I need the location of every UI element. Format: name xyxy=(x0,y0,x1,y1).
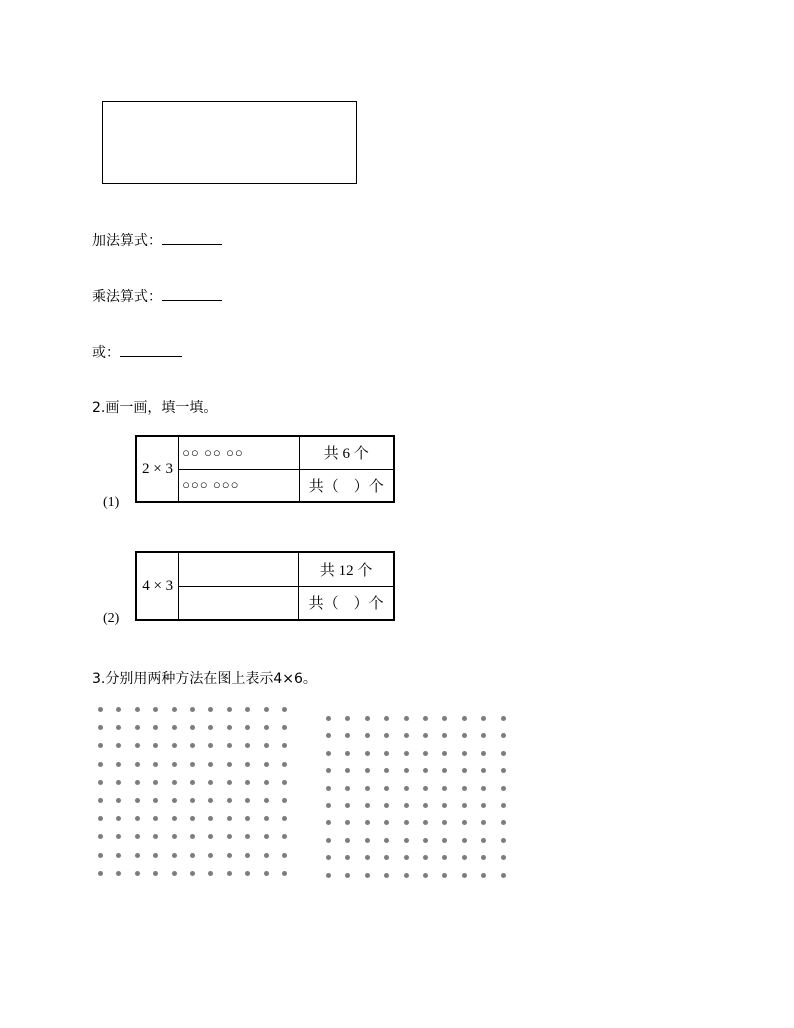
grid-dot xyxy=(404,751,409,756)
grid-dot xyxy=(264,853,269,858)
grid-dot xyxy=(116,780,121,785)
grid-dot xyxy=(384,855,389,860)
grid-dot xyxy=(190,816,195,821)
grid-dot xyxy=(345,786,350,791)
grid-dot xyxy=(172,762,177,767)
grid-dot xyxy=(264,725,269,730)
grid-dot xyxy=(245,853,250,858)
grid-dot xyxy=(501,751,506,756)
grid-dot xyxy=(384,786,389,791)
grid-dot xyxy=(227,743,232,748)
grid-dot xyxy=(442,786,447,791)
grid-dot xyxy=(282,853,287,858)
addition-blank[interactable] xyxy=(162,232,222,245)
grid-dot xyxy=(442,873,447,878)
grid-dot xyxy=(208,853,213,858)
addition-label: 加法算式： xyxy=(92,233,162,249)
grid-dot xyxy=(153,834,158,839)
grid-dot xyxy=(384,838,389,843)
grid-dot xyxy=(245,816,250,821)
grid-dot xyxy=(190,707,195,712)
grid-dot xyxy=(98,707,103,712)
part2-table xyxy=(135,551,395,621)
grid-dot xyxy=(135,834,140,839)
grid-dot xyxy=(365,820,370,825)
grid-dot xyxy=(135,707,140,712)
grid-dot xyxy=(462,768,467,773)
grid-dot xyxy=(404,873,409,878)
grid-dot xyxy=(423,751,428,756)
grid-dot xyxy=(501,768,506,773)
grid-dot xyxy=(245,707,250,712)
grid-dot xyxy=(442,733,447,738)
grid-dot xyxy=(462,855,467,860)
grid-dot xyxy=(326,716,331,721)
grid-dot xyxy=(190,834,195,839)
grid-dot xyxy=(501,873,506,878)
grid-dot xyxy=(172,780,177,785)
grid-dot xyxy=(365,803,370,808)
grid-dot xyxy=(98,798,103,803)
grid-dot xyxy=(462,733,467,738)
part2-row2-draw-cell[interactable] xyxy=(179,586,299,620)
grid-dot xyxy=(98,780,103,785)
or-label: 或： xyxy=(92,345,120,361)
grid-dot xyxy=(135,816,140,821)
grid-dot xyxy=(190,798,195,803)
grid-dot xyxy=(501,803,506,808)
grid-dot xyxy=(208,798,213,803)
grid-dot xyxy=(227,725,232,730)
grid-dot xyxy=(462,716,467,721)
multiplication-label: 乘法算式： xyxy=(92,289,162,305)
grid-dot xyxy=(264,707,269,712)
grid-dot xyxy=(481,873,486,878)
grid-dot xyxy=(404,838,409,843)
grid-dot xyxy=(245,871,250,876)
grid-dot xyxy=(326,838,331,843)
part1-expression: 2 × 3 xyxy=(136,436,179,502)
grid-dot xyxy=(326,820,331,825)
grid-dot xyxy=(384,873,389,878)
grid-dot xyxy=(423,733,428,738)
or-blank[interactable] xyxy=(120,344,182,357)
drawing-box[interactable] xyxy=(102,101,357,184)
grid-dot xyxy=(172,834,177,839)
grid-dot xyxy=(365,855,370,860)
grid-dot xyxy=(190,762,195,767)
grid-dot xyxy=(326,803,331,808)
grid-dot xyxy=(404,820,409,825)
grid-dot xyxy=(326,873,331,878)
dot-grid-left[interactable] xyxy=(98,707,300,889)
grid-dot xyxy=(98,871,103,876)
grid-dot xyxy=(116,853,121,858)
grid-dot xyxy=(208,707,213,712)
grid-dot xyxy=(245,834,250,839)
grid-dot xyxy=(153,725,158,730)
grid-dot xyxy=(135,798,140,803)
grid-dot xyxy=(462,820,467,825)
grid-dot xyxy=(264,816,269,821)
part1-row1-total: 共 6 个 xyxy=(299,436,394,469)
grid-dot xyxy=(282,816,287,821)
multiplication-blank[interactable] xyxy=(162,288,222,301)
grid-dot xyxy=(442,716,447,721)
grid-dot xyxy=(264,743,269,748)
grid-dot xyxy=(153,762,158,767)
grid-dot xyxy=(190,743,195,748)
grid-dot xyxy=(365,716,370,721)
grid-dot xyxy=(135,725,140,730)
grid-dot xyxy=(282,725,287,730)
grid-dot xyxy=(227,707,232,712)
grid-dot xyxy=(481,803,486,808)
grid-dot xyxy=(98,834,103,839)
grid-dot xyxy=(135,762,140,767)
grid-dot xyxy=(264,780,269,785)
grid-dot xyxy=(345,716,350,721)
grid-dot xyxy=(345,733,350,738)
grid-dot xyxy=(190,725,195,730)
grid-dot xyxy=(245,798,250,803)
grid-dot xyxy=(227,780,232,785)
grid-dot xyxy=(190,871,195,876)
grid-dot xyxy=(345,873,350,878)
grid-dot xyxy=(404,733,409,738)
part2-row2-total[interactable]: 共（ ）个 xyxy=(299,586,394,620)
grid-dot xyxy=(135,853,140,858)
grid-dot xyxy=(501,786,506,791)
grid-dot xyxy=(423,786,428,791)
grid-dot xyxy=(153,743,158,748)
grid-dot xyxy=(462,786,467,791)
grid-dot xyxy=(208,725,213,730)
grid-dot xyxy=(116,762,121,767)
part2-row1-total: 共 12 个 xyxy=(299,552,394,586)
grid-dot xyxy=(442,855,447,860)
grid-dot xyxy=(481,751,486,756)
grid-dot xyxy=(442,768,447,773)
grid-dot xyxy=(481,733,486,738)
grid-dot xyxy=(282,834,287,839)
grid-dot xyxy=(326,751,331,756)
grid-dot xyxy=(153,798,158,803)
grid-dot xyxy=(227,762,232,767)
multiplication-row xyxy=(92,286,222,306)
grid-dot xyxy=(208,871,213,876)
grid-dot xyxy=(245,743,250,748)
grid-dot xyxy=(462,873,467,878)
grid-dot xyxy=(227,834,232,839)
grid-dot xyxy=(423,803,428,808)
part1-row2-circles: ○○○ ○○○ xyxy=(179,469,299,502)
part1-table xyxy=(135,435,395,503)
part1-row2-total[interactable]: 共（ ）个 xyxy=(299,469,394,502)
grid-dot xyxy=(365,751,370,756)
grid-dot xyxy=(365,733,370,738)
grid-dot xyxy=(326,855,331,860)
grid-dot xyxy=(264,798,269,803)
grid-dot xyxy=(423,838,428,843)
grid-dot xyxy=(98,725,103,730)
grid-dot xyxy=(501,733,506,738)
grid-dot xyxy=(501,820,506,825)
grid-dot xyxy=(345,838,350,843)
grid-dot xyxy=(423,820,428,825)
addition-row xyxy=(92,230,222,250)
grid-dot xyxy=(282,871,287,876)
grid-dot xyxy=(365,768,370,773)
grid-dot xyxy=(365,873,370,878)
grid-dot xyxy=(153,871,158,876)
grid-dot xyxy=(462,751,467,756)
grid-dot xyxy=(404,803,409,808)
grid-dot xyxy=(245,762,250,767)
grid-dot xyxy=(153,853,158,858)
grid-dot xyxy=(365,838,370,843)
grid-dot xyxy=(442,838,447,843)
grid-dot xyxy=(481,768,486,773)
grid-dot xyxy=(481,716,486,721)
grid-dot xyxy=(345,768,350,773)
grid-dot xyxy=(282,707,287,712)
dot-grid-right[interactable] xyxy=(326,716,520,890)
grid-dot xyxy=(481,855,486,860)
grid-dot xyxy=(442,803,447,808)
grid-dot xyxy=(442,820,447,825)
grid-dot xyxy=(208,762,213,767)
grid-dot xyxy=(135,780,140,785)
grid-dot xyxy=(98,762,103,767)
grid-dot xyxy=(172,871,177,876)
grid-dot xyxy=(384,751,389,756)
grid-dot xyxy=(481,838,486,843)
grid-dot xyxy=(227,798,232,803)
grid-dot xyxy=(501,716,506,721)
grid-dot xyxy=(190,853,195,858)
grid-dot xyxy=(98,816,103,821)
grid-dot xyxy=(481,786,486,791)
grid-dot xyxy=(384,733,389,738)
grid-dot xyxy=(208,834,213,839)
grid-dot xyxy=(462,803,467,808)
grid-dot xyxy=(404,716,409,721)
part2-row1-draw-cell[interactable] xyxy=(179,552,299,586)
grid-dot xyxy=(172,725,177,730)
grid-dot xyxy=(227,871,232,876)
grid-dot xyxy=(282,762,287,767)
grid-dot xyxy=(172,816,177,821)
grid-dot xyxy=(345,751,350,756)
grid-dot xyxy=(326,786,331,791)
grid-dot xyxy=(116,834,121,839)
grid-dot xyxy=(172,707,177,712)
grid-dot xyxy=(227,853,232,858)
grid-dot xyxy=(208,816,213,821)
grid-dot xyxy=(245,725,250,730)
grid-dot xyxy=(423,855,428,860)
grid-dot xyxy=(384,803,389,808)
grid-dot xyxy=(153,707,158,712)
grid-dot xyxy=(116,871,121,876)
grid-dot xyxy=(135,871,140,876)
grid-dot xyxy=(345,855,350,860)
grid-dot xyxy=(172,743,177,748)
grid-dot xyxy=(404,855,409,860)
part1-number: (1) xyxy=(103,495,120,510)
grid-dot xyxy=(481,820,486,825)
part2-number: (2) xyxy=(103,611,120,626)
grid-dot xyxy=(116,743,121,748)
or-row xyxy=(92,342,182,362)
grid-dot xyxy=(227,816,232,821)
grid-dot xyxy=(423,768,428,773)
grid-dot xyxy=(116,725,121,730)
grid-dot xyxy=(153,816,158,821)
grid-dot xyxy=(135,743,140,748)
grid-dot xyxy=(326,768,331,773)
grid-dot xyxy=(345,803,350,808)
grid-dot xyxy=(384,716,389,721)
grid-dot xyxy=(208,743,213,748)
grid-dot xyxy=(264,834,269,839)
grid-dot xyxy=(98,743,103,748)
grid-dot xyxy=(282,780,287,785)
part2-expression: 4 × 3 xyxy=(136,552,179,620)
grid-dot xyxy=(282,798,287,803)
grid-dot xyxy=(98,853,103,858)
grid-dot xyxy=(501,838,506,843)
question2-title: 2.画一画，填一填。 xyxy=(92,400,218,416)
grid-dot xyxy=(153,780,158,785)
grid-dot xyxy=(172,798,177,803)
grid-dot xyxy=(384,768,389,773)
grid-dot xyxy=(245,780,250,785)
grid-dot xyxy=(423,716,428,721)
part1-row1-circles: ○○ ○○ ○○ xyxy=(179,436,299,469)
grid-dot xyxy=(404,768,409,773)
grid-dot xyxy=(264,762,269,767)
grid-dot xyxy=(116,798,121,803)
grid-dot xyxy=(404,786,409,791)
grid-dot xyxy=(116,707,121,712)
grid-dot xyxy=(190,780,195,785)
grid-dot xyxy=(208,780,213,785)
grid-dot xyxy=(423,873,428,878)
grid-dot xyxy=(501,855,506,860)
grid-dot xyxy=(282,743,287,748)
grid-dot xyxy=(326,733,331,738)
grid-dot xyxy=(462,838,467,843)
grid-dot xyxy=(116,816,121,821)
grid-dot xyxy=(384,820,389,825)
grid-dot xyxy=(365,786,370,791)
grid-dot xyxy=(172,853,177,858)
grid-dot xyxy=(442,751,447,756)
grid-dot xyxy=(264,871,269,876)
grid-dot xyxy=(345,820,350,825)
question3-title: 3.分别用两种方法在图上表示4×6。 xyxy=(92,671,317,687)
